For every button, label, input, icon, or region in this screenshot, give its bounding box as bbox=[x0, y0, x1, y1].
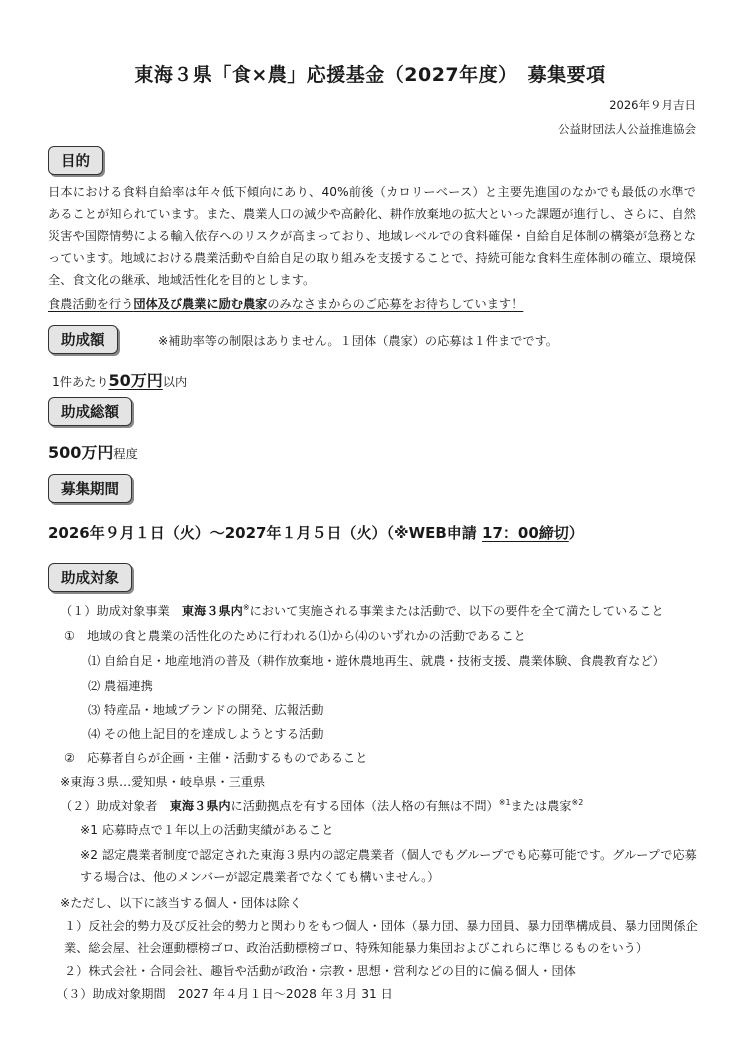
section-heading-grant-amount: 助成額 bbox=[48, 325, 118, 354]
grant-amount-note: ※補助率等の制限はありません。１団体（農家）の応募は１件までです。 bbox=[158, 334, 558, 348]
grant-amount-value: 50万円 bbox=[108, 371, 163, 390]
grant-total-suffix: 程度 bbox=[113, 447, 138, 461]
region-note: ※東海３県…愛知県・岐阜県・三重県 bbox=[60, 775, 266, 789]
recruit-deadline: 17：00締切 bbox=[482, 524, 569, 542]
target-item-2-or: または農家 bbox=[510, 799, 572, 813]
target-item-1 bbox=[60, 602, 664, 619]
exclude-1: １）反社会的勢力及び反社会的勢力と関わりをもつ個人・団体（暴力団、暴力団員、暴力団準構成員、暴力団関係企業、総会屋、社会運動標榜ゴロ、政治活動標榜ゴロ、特殊知能暴力集団およびこれらに準じるものをいう） bbox=[64, 919, 698, 955]
recruit-period-close: ） bbox=[568, 524, 584, 542]
section-heading-target: 助成対象 bbox=[48, 563, 132, 592]
grant-amount-line bbox=[52, 368, 187, 391]
activity-3: ⑶ 特産品・地域ブランドの開発、広報活動 bbox=[88, 703, 324, 717]
exclude-2: ２）株式会社・合同会社、趣旨や活動が政治・宗教・思想・営利などの目的に偏る個人・団体 bbox=[64, 964, 576, 978]
target-item-2-region: 東海３県内 bbox=[169, 799, 231, 813]
issue-date: 2026年９月吉日 bbox=[609, 98, 696, 112]
appeal-part-1: 食農活動を行う bbox=[48, 297, 134, 311]
exclude-intro: ※ただし、以下に該当する個人・団体は除く bbox=[60, 896, 302, 910]
grant-amount-suffix: 以内 bbox=[162, 375, 188, 389]
target-item-1-mark: ※ bbox=[242, 602, 250, 612]
section-heading-purpose: 目的 bbox=[48, 146, 103, 175]
page-title: 東海３県「食×農」応援基金（2027年度） 募集要項 bbox=[134, 64, 606, 86]
target-item-1-text: において実施される事業または活動で、以下の要件を全て満たしていること bbox=[249, 604, 664, 618]
appeal-part-2: 団体及び農業に励む農家 bbox=[133, 297, 268, 311]
requirement-1: ① 地域の食と農業の活性化のために行われる⑴から⑷のいずれかの活動であること bbox=[64, 629, 526, 643]
target-item-2 bbox=[60, 797, 583, 814]
target-item-2-mark-1: ※1 bbox=[498, 797, 511, 807]
grant-amount-prefix: 1件あたり bbox=[52, 375, 109, 389]
grant-total-value: 500万円 bbox=[48, 443, 114, 462]
purpose-appeal bbox=[48, 295, 523, 312]
organization-name: 公益財団法人公益推進協会 bbox=[558, 122, 696, 136]
target-item-1-region: 東海３県内 bbox=[181, 604, 243, 618]
activity-2: ⑵ 農福連携 bbox=[88, 679, 153, 693]
target-item-2-text: に活動拠点を有する団体（法人格の有無は不問） bbox=[230, 799, 499, 813]
recruit-period-range: 2026年９月１日（火）～2027年１月５日（火）（※WEB申請 bbox=[48, 524, 483, 542]
note-2: ※2 認定農業者制度で認定された東海３県内の認定農業者（個人でもグループでも応募可能です。グループで応募する場合は、他のメンバーが認定農業者でなくても構いません。） bbox=[80, 848, 697, 884]
note-2-wrapper bbox=[80, 822, 708, 888]
purpose-body: 日本における食料自給率は年々低下傾向にあり、40%前後（カロリーベース）と主要先進国のなかでも最低の水準であることが知られています。また、農業人口の減少や高齢化、耕作放棄地の拡大といった課題が進行し、さらに、自然災害や国際情勢による輸入依存へのリスクが高まっており、地域レベルでの食料確保・自給自足体制の構築が急務となっています。地域における農業活動や自給自足の取り組みを支援することで、持続可能な食料生産体制の確立、環境保全、食文化の継承、地域活性化を目的とします。 bbox=[48, 185, 696, 287]
appeal-part-3: のみなさまからのご応募をお待ちしています！ bbox=[267, 297, 524, 311]
section-heading-grant-total: 助成総額 bbox=[48, 397, 132, 426]
target-item-2-label: （２）助成対象者 bbox=[60, 799, 158, 813]
activity-4: ⑷ その他上記目的を達成しようとする活動 bbox=[88, 727, 324, 741]
requirement-2: ② 応募者自らが企画・主催・活動するものであること bbox=[64, 751, 368, 765]
note-1: ※1 応募時点で１年以上の活動実績があること bbox=[80, 823, 334, 837]
grant-total-line bbox=[48, 440, 138, 463]
target-item-2-mark-2: ※2 bbox=[571, 797, 584, 807]
target-item-3: （３）助成対象期間 2027 年４月１日～2028 年３月 31 日 bbox=[56, 987, 393, 1001]
recruit-period-text bbox=[48, 522, 584, 543]
target-item-1-label: （１）助成対象事業 bbox=[60, 604, 170, 618]
section-heading-recruit-period: 募集期間 bbox=[48, 474, 132, 503]
activity-1: ⑴ 自給自足・地産地消の普及（耕作放棄地・遊休農地再生、就農・技術支援、農業体験、食農教育など） bbox=[88, 654, 665, 668]
